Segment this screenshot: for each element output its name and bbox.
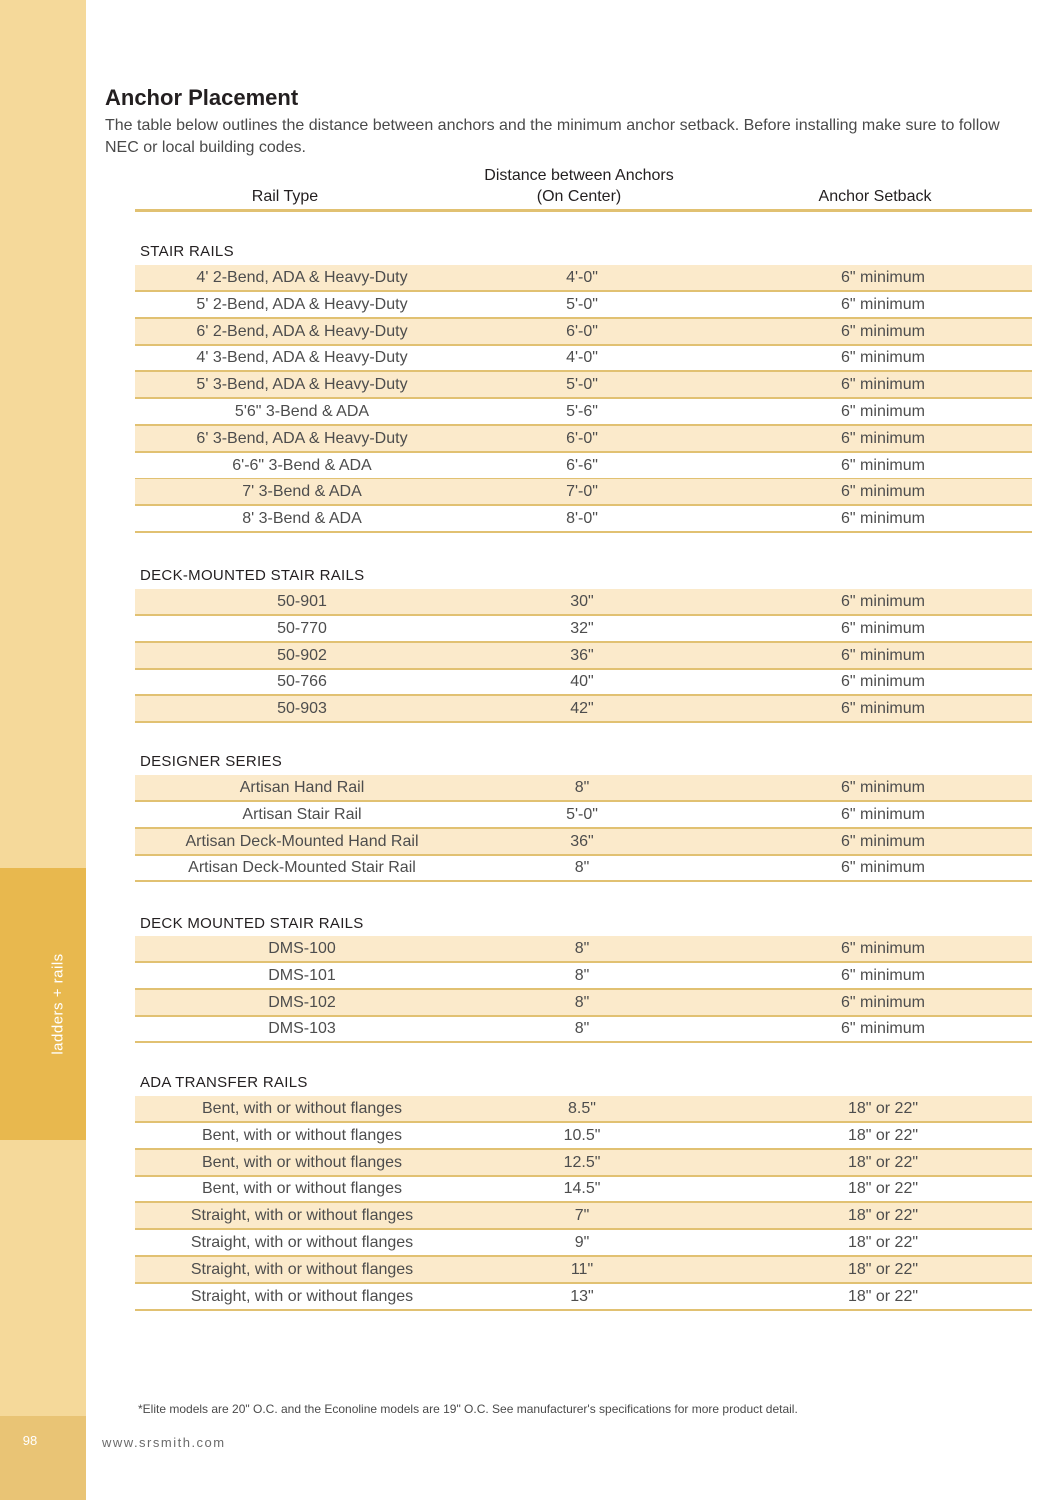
distance-cell: 7'-0" (566, 483, 598, 501)
setback-cell: 18" or 22" (847, 1153, 919, 1171)
table-row (135, 399, 1032, 426)
distance-cell: 40" (570, 673, 594, 691)
distance-cell: 8" (574, 993, 590, 1011)
setback-cell: 6" minimum (841, 832, 925, 850)
distance-cell: 12.5" (563, 1153, 601, 1171)
rail-type-cell: DMS-103 (268, 1020, 336, 1038)
left-sidebar (0, 0, 86, 1500)
table-row (135, 936, 1032, 963)
rail-type-cell: Artisan Hand Rail (239, 779, 365, 796)
distance-cell: 42" (570, 700, 594, 718)
rail-type-cell: 50-770 (277, 619, 327, 637)
rail-type-cell: DMS-101 (268, 966, 336, 984)
setback-cell: 18" or 22" (847, 1234, 919, 1251)
distance-cell: 8" (574, 859, 590, 877)
distance-cell: 8" (574, 966, 590, 984)
rail-type-cell: Artisan Deck-Mounted Hand Rail (185, 832, 419, 850)
setback-cell: 6" minimum (841, 456, 925, 474)
table-row (135, 506, 1032, 533)
group-title: DESIGNER SERIES (140, 753, 283, 770)
table-row (135, 1150, 1032, 1177)
setback-cell: 6" minimum (841, 295, 925, 313)
table-row (135, 479, 1032, 506)
distance-cell: 5'-0" (566, 376, 598, 394)
rail-type-cell: 5'6" 3-Bend & ADA (234, 403, 370, 420)
rail-type-cell: Artisan Deck-Mounted Stair Rail (188, 859, 416, 877)
distance-cell: 5'-0" (566, 805, 598, 823)
page-title: Anchor Placement (105, 85, 299, 110)
section-tab-label: ladders + rails (49, 953, 67, 1055)
rail-type-cell: Straight, with or without flanges (190, 1207, 414, 1225)
setback-cell: 6" minimum (841, 673, 925, 691)
column-header-rail-type: Rail Type (251, 188, 319, 205)
website-url: www.srsmith.com (102, 1435, 226, 1450)
group-title: STAIR RAILS (140, 243, 234, 260)
table-row (135, 453, 1032, 480)
table-row (135, 345, 1032, 372)
setback-cell: 18" or 22" (847, 1207, 919, 1225)
table-row (135, 1123, 1032, 1150)
distance-cell: 8'-0" (566, 510, 598, 528)
distance-cell: 6'-0" (566, 322, 598, 340)
distance-cell: 8.5" (568, 1100, 596, 1117)
rail-type-cell: 4' 3-Bend, ADA & Heavy-Duty (196, 349, 408, 367)
table-row (135, 1096, 1032, 1123)
section-tab (0, 868, 86, 1140)
header-rule (135, 209, 1032, 212)
setback-cell: 6" minimum (841, 483, 925, 501)
setback-cell: 6" minimum (841, 779, 925, 796)
table-row (135, 643, 1032, 670)
table-row (135, 589, 1032, 616)
table-row (135, 829, 1032, 856)
distance-cell: 7" (574, 1207, 590, 1225)
distance-cell: 5'-0" (566, 295, 598, 313)
column-header-setback: Anchor Setback (818, 188, 932, 205)
setback-cell: 6" minimum (841, 619, 925, 637)
table-row (135, 1176, 1032, 1203)
table-row (135, 775, 1032, 802)
setback-cell: 18" or 22" (847, 1126, 919, 1144)
setback-cell: 18" or 22" (847, 1260, 919, 1278)
rail-type-cell: 50-902 (277, 646, 327, 664)
column-header-distance-line2: (On Center) (536, 188, 622, 205)
group-title: ADA TRANSFER RAILS (140, 1074, 308, 1091)
distance-cell: 32" (570, 619, 594, 637)
rail-type-cell: 6' 2-Bend, ADA & Heavy-Duty (196, 322, 408, 340)
table-row (135, 426, 1032, 453)
table-row (135, 963, 1032, 990)
rail-type-cell: Straight, with or without flanges (190, 1260, 414, 1278)
table-row (135, 855, 1032, 882)
distance-cell: 8" (574, 1020, 590, 1038)
rail-type-cell: 6' 3-Bend, ADA & Heavy-Duty (196, 429, 408, 447)
setback-cell: 6" minimum (841, 322, 925, 340)
distance-cell: 11" (570, 1260, 594, 1278)
distance-cell: 9" (574, 1234, 590, 1251)
table-row (135, 802, 1032, 829)
rail-type-cell: Bent, with or without flanges (201, 1180, 403, 1198)
setback-cell: 6" minimum (841, 376, 925, 394)
setback-cell: 6" minimum (841, 993, 925, 1011)
distance-cell: 6'-0" (566, 429, 598, 447)
distance-cell: 8" (574, 779, 590, 796)
rail-type-cell: 7' 3-Bend & ADA (242, 483, 362, 501)
table-row (135, 372, 1032, 399)
setback-cell: 18" or 22" (847, 1180, 919, 1198)
rail-type-cell: Artisan Stair Rail (242, 805, 362, 823)
setback-cell: 6" minimum (841, 349, 925, 367)
rail-type-cell: 6'-6" 3-Bend & ADA (232, 456, 372, 474)
column-header-distance (429, 165, 729, 207)
distance-cell: 4'-0" (566, 269, 598, 286)
rail-type-cell: 8' 3-Bend & ADA (242, 510, 362, 528)
setback-cell: 6" minimum (841, 429, 925, 447)
rail-type-cell: DMS-100 (268, 940, 336, 957)
distance-cell: 6'-6" (566, 456, 598, 474)
table-row (135, 292, 1032, 319)
distance-cell: 10.5" (563, 1126, 601, 1144)
table-row (135, 319, 1032, 346)
setback-cell: 6" minimum (841, 859, 925, 877)
rail-type-cell: Bent, with or without flanges (201, 1100, 403, 1117)
distance-cell: 5'-6" (566, 403, 598, 420)
setback-cell: 6" minimum (841, 966, 925, 984)
table-row (135, 265, 1032, 292)
distance-cell: 36" (570, 832, 594, 850)
group-title: DECK MOUNTED STAIR RAILS (140, 915, 364, 932)
rail-type-cell: Straight, with or without flanges (190, 1234, 414, 1251)
table-row (135, 1284, 1032, 1311)
setback-cell: 6" minimum (841, 805, 925, 823)
sidebar-page-block (0, 1416, 86, 1500)
group-title: DECK-MOUNTED STAIR RAILS (140, 567, 365, 584)
setback-cell: 6" minimum (841, 403, 925, 420)
intro-paragraph: The table below outlines the distance between anchors and the minimum anchor setback. Before installing make sure to follow NEC or local building codes. (105, 117, 1000, 156)
rail-type-cell: Bent, with or without flanges (201, 1153, 403, 1171)
distance-cell: 8" (574, 940, 590, 957)
table-row (135, 1230, 1032, 1257)
distance-cell: 4'-0" (566, 349, 598, 367)
setback-cell: 6" minimum (841, 646, 925, 664)
table-row (135, 990, 1032, 1017)
footnote: *Elite models are 20" O.C. and the Econoline models are 19" O.C. See manufacturer's specifications for more product detail. (138, 1402, 798, 1416)
table-row (135, 696, 1032, 723)
rail-type-cell: 5' 3-Bend, ADA & Heavy-Duty (196, 376, 408, 394)
table-row (135, 1203, 1032, 1230)
page-number: 98 (22, 1433, 38, 1448)
setback-cell: 6" minimum (841, 940, 925, 957)
setback-cell: 6" minimum (841, 269, 925, 286)
setback-cell: 18" or 22" (847, 1100, 919, 1117)
rail-type-cell: 50-766 (277, 673, 327, 691)
table-row (135, 616, 1032, 643)
setback-cell: 18" or 22" (847, 1287, 919, 1305)
rail-type-cell: 4' 2-Bend, ADA & Heavy-Duty (196, 269, 408, 286)
rail-type-cell: Bent, with or without flanges (201, 1126, 403, 1144)
rail-type-cell: 50-903 (277, 700, 327, 718)
table-row (135, 1257, 1032, 1284)
distance-cell: 36" (570, 646, 594, 664)
column-header-distance-line1: Distance between Anchors (484, 167, 674, 184)
table-row (135, 1016, 1032, 1043)
table-row (135, 669, 1032, 696)
setback-cell: 6" minimum (841, 510, 925, 528)
setback-cell: 6" minimum (841, 593, 925, 610)
rail-type-cell: 5' 2-Bend, ADA & Heavy-Duty (196, 295, 408, 313)
rail-type-cell: Straight, with or without flanges (190, 1287, 414, 1305)
rail-type-cell: DMS-102 (268, 993, 336, 1011)
distance-cell: 14.5" (563, 1180, 601, 1198)
distance-cell: 13" (570, 1287, 594, 1305)
setback-cell: 6" minimum (841, 700, 925, 718)
rail-type-cell: 50-901 (277, 593, 327, 610)
setback-cell: 6" minimum (841, 1020, 925, 1038)
distance-cell: 30" (570, 593, 594, 610)
